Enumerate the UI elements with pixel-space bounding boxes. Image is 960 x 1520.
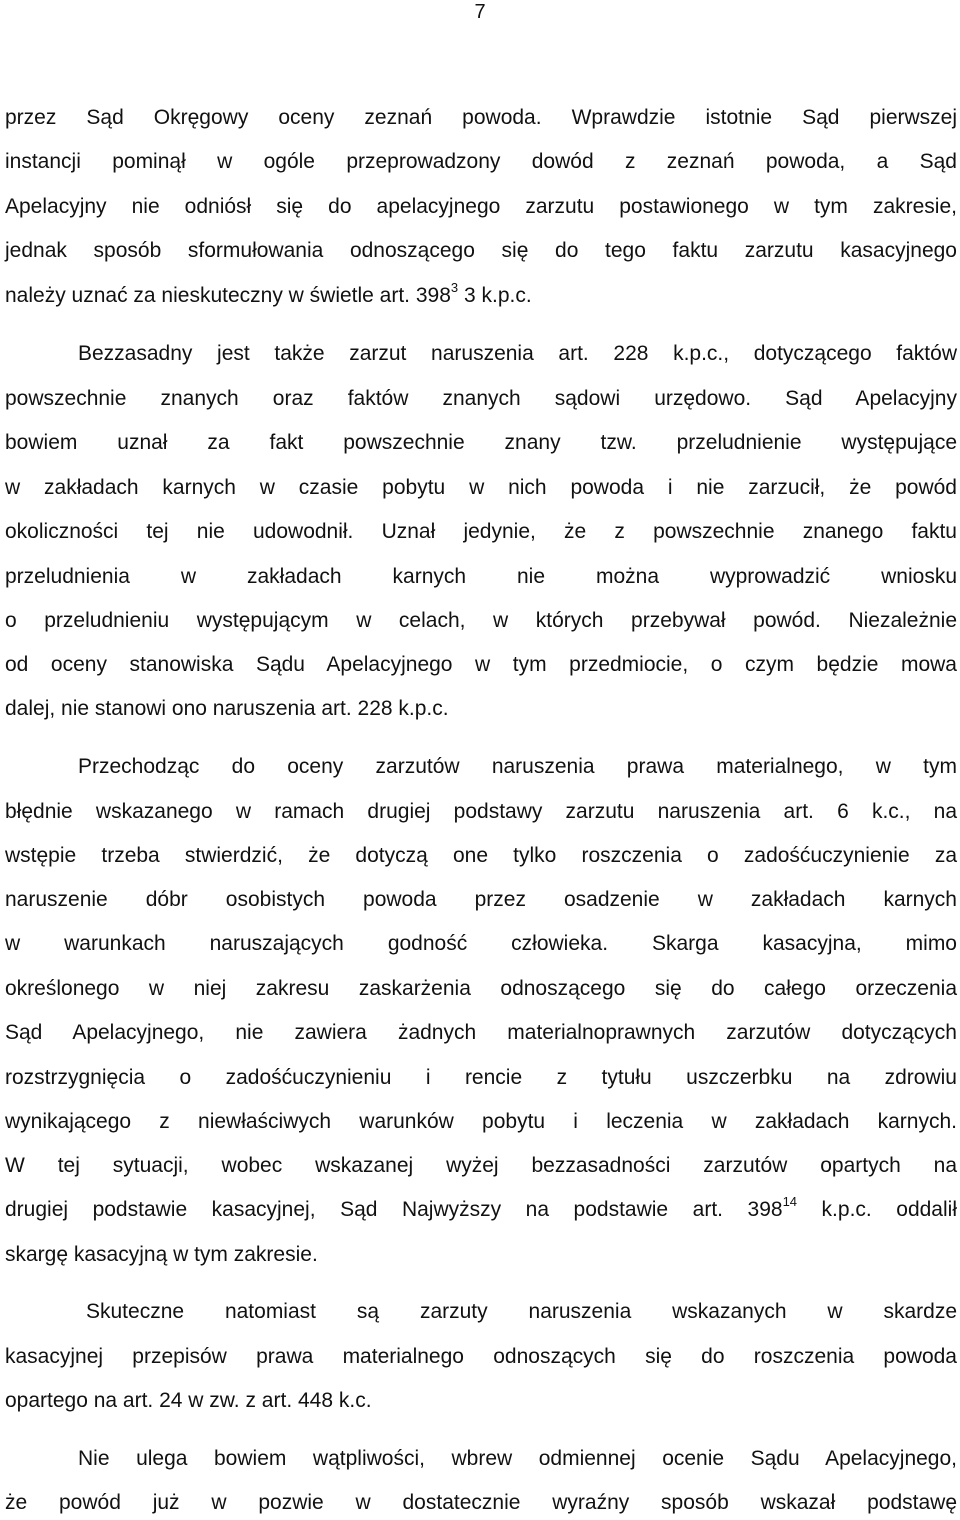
text-segment: 3 k.p.c. bbox=[458, 284, 532, 307]
text-line bbox=[5, 281, 957, 311]
text-segment: drugiej podstawie kasacyjnej, Sąd Najwyższy na podstawie art. 398 bbox=[5, 1198, 783, 1221]
text-line: skargę kasacyjną w tym zakresie. bbox=[5, 1243, 318, 1266]
text-line: wstępie trzeba stwierdzić, że dotyczą one tylko roszczenia o zadośćuczynienie za bbox=[5, 844, 957, 867]
text-segment: należy uznać za nieskuteczny w świetle art. 398 bbox=[5, 284, 451, 307]
text-line: powszechnie znanych oraz faktów znanych sądowi urzędowo. Sąd Apelacyjny bbox=[5, 387, 957, 410]
text-line bbox=[5, 1195, 957, 1225]
text-line: Nie ulega bowiem wątpliwości, wbrew odmiennej ocenie Sądu Apelacyjnego, bbox=[78, 1447, 957, 1470]
text-line: wynikającego z niewłaściwych warunków pobytu i leczenia w zakładach karnych. bbox=[5, 1110, 957, 1133]
page-number: 7 bbox=[474, 1, 486, 23]
text-line: W tej sytuacji, wobec wskazanej wyżej bezzasadności zarzutów opartych na bbox=[5, 1154, 957, 1177]
text-line: naruszenie dóbr osobistych powoda przez osadzenie w zakładach karnych bbox=[5, 888, 957, 911]
text-line: instancji pominął w ogóle przeprowadzony dowód z zeznań powoda, a Sąd bbox=[5, 150, 957, 173]
text-line: bowiem uznał za fakt powszechnie znany tzw. przeludnienie występujące bbox=[5, 431, 957, 454]
text-line: w zakładach karnych w czasie pobytu w nich powoda i nie zarzucił, że powód bbox=[5, 476, 957, 499]
text-line: przez Sąd Okręgowy oceny zeznań powoda. Wprawdzie istotnie Sąd pierwszej bbox=[5, 106, 957, 129]
text-line: dalej, nie stanowi ono naruszenia art. 228 k.p.c. bbox=[5, 697, 449, 720]
text-line: że powód już w pozwie w dostatecznie wyraźny sposób wskazał podstawę bbox=[5, 1491, 957, 1514]
text-line: Apelacyjny nie odniósł się do apelacyjnego zarzutu postawionego w tym zakresie, bbox=[5, 195, 957, 218]
text-segment: k.p.c. oddalił bbox=[797, 1198, 957, 1221]
text-line: Skuteczne natomiast są zarzuty naruszenia wskazanych w skardze bbox=[86, 1300, 957, 1323]
text-line: okoliczności tej nie udowodnił. Uznał jedynie, że z powszechnie znanego faktu bbox=[5, 520, 957, 543]
text-line: przeludnienia w zakładach karnych nie można wyprowadzić wniosku bbox=[5, 565, 957, 588]
text-line: Sąd Apelacyjnego, nie zawiera żadnych materialnoprawnych zarzutów dotyczących bbox=[5, 1021, 957, 1044]
text-line: Bezzasadny jest także zarzut naruszenia art. 228 k.p.c., dotyczącego faktów bbox=[78, 342, 957, 365]
text-line: opartego na art. 24 w zw. z art. 448 k.c. bbox=[5, 1389, 372, 1412]
text-line: błędnie wskazanego w ramach drugiej podstawy zarzutu naruszenia art. 6 k.c., na bbox=[5, 800, 957, 823]
text-line: określonego w niej zakresu zaskarżenia odnoszącego się do całego orzeczenia bbox=[5, 977, 957, 1000]
text-line: od oceny stanowiska Sądu Apelacyjnego w tym przedmiocie, o czym będzie mowa bbox=[5, 653, 957, 676]
text-line: jednak sposób sformułowania odnoszącego się do tego faktu zarzutu kasacyjnego bbox=[5, 239, 957, 262]
text-line: rozstrzygnięcia o zadośćuczynieniu i rencie z tytułu uszczerbku na zdrowiu bbox=[5, 1066, 957, 1089]
text-line: Przechodząc do oceny zarzutów naruszenia prawa materialnego, w tym bbox=[78, 755, 957, 778]
superscript: 3 bbox=[450, 280, 459, 295]
text-line: o przeludnieniu występującym w celach, w których przebywał powód. Niezależnie bbox=[5, 609, 957, 632]
text-line: w warunkach naruszających godność człowieka. Skarga kasacyjna, mimo bbox=[5, 932, 957, 955]
text-line: kasacyjnej przepisów prawa materialnego odnoszących się do roszczenia powoda bbox=[5, 1345, 957, 1368]
superscript: 14 bbox=[782, 1194, 798, 1209]
